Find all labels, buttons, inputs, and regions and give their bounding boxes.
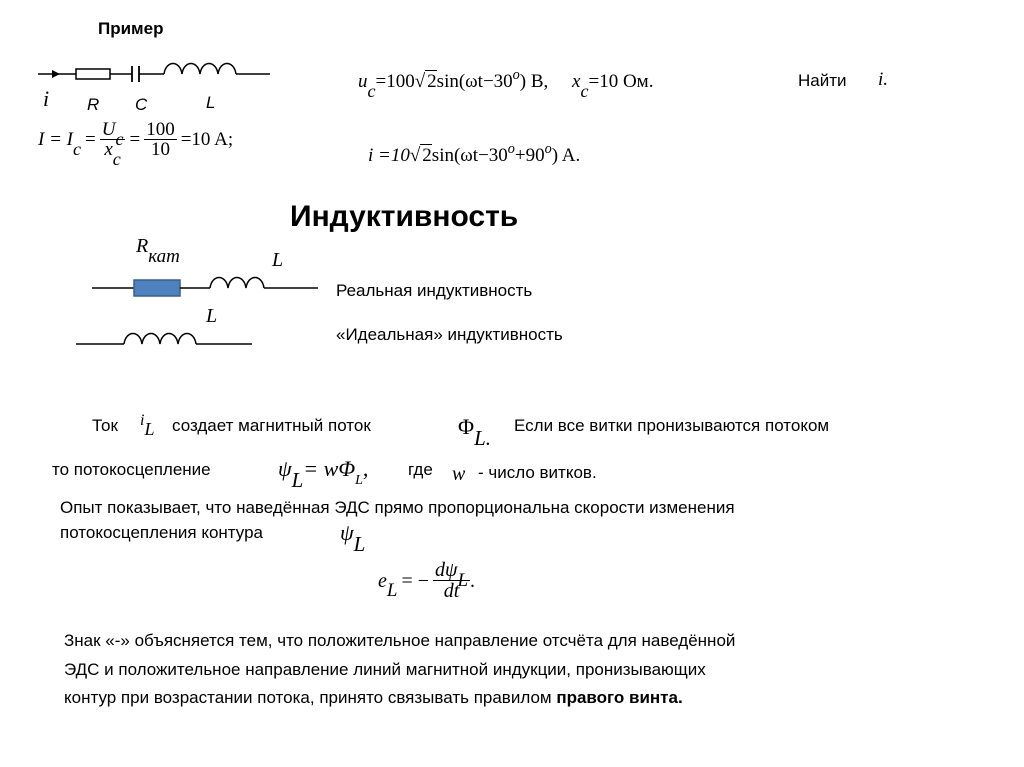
- emf-formula: e L = − $\frac{\text{dψL}}{dt}$ .: [378, 559, 476, 602]
- body-line2-c: - число витков.: [478, 463, 597, 482]
- real-inductance-circuit: [92, 278, 318, 297]
- example-title: Пример: [98, 19, 164, 38]
- body-line1-b: создает магнитный поток: [172, 416, 371, 435]
- body-line1-c: Если все витки пронизываются потоком: [514, 416, 830, 435]
- inductor-label: L: [206, 93, 216, 112]
- ideal-inductance-circuit: [76, 334, 252, 345]
- winding-resistance-label: Rкат: [136, 235, 180, 268]
- body-line1-a: Ток: [92, 416, 118, 435]
- current-il: iL: [140, 412, 155, 439]
- resistor-symbol: [76, 69, 110, 79]
- real-inductor-coil: [210, 278, 264, 289]
- find-label: Найти: [798, 71, 847, 90]
- find-variable: i.: [878, 69, 889, 90]
- real-inductor-label: L: [272, 249, 284, 271]
- inductor-coil: [164, 64, 236, 75]
- para2-line2: ЭДС и положительное направление линий магнитной индукции, пронизывающих: [64, 660, 706, 679]
- ideal-inductance-caption: «Идеальная» индуктивность: [336, 325, 563, 344]
- right-screw-rule: правого винта.: [556, 688, 683, 707]
- ideal-inductor-coil: [124, 334, 196, 345]
- ideal-inductor-label: L: [206, 305, 218, 327]
- resistor-label: R: [87, 95, 100, 114]
- turns-w: w: [452, 463, 466, 485]
- current-arrow-icon: [52, 70, 60, 78]
- current-formula: I = I c = $\frac{Uc}{xc}$ = $\frac{100}{10}$ =10 A;: [38, 119, 234, 169]
- flux-linkage-formula: $\psi L= w\Phi_L$,: [278, 456, 369, 493]
- para1-line2: потокосцепления контура: [60, 523, 263, 542]
- para2-line3: контур при возрастании потока, принято связывать правилом правого винта.: [64, 688, 683, 707]
- body-line2-a: то потокосцепление: [52, 460, 211, 479]
- result-formula: i =10√ $2\sin(\omega t-30^o+90^o)$ A.: [368, 141, 581, 166]
- para1-psi: ψL: [340, 520, 366, 557]
- real-inductance-caption: Реальная индуктивность: [336, 281, 533, 300]
- section-heading: Индуктивность: [290, 200, 519, 233]
- example-circuit: [38, 64, 270, 83]
- para1-line1: Опыт показывает, что наведённая ЭДС прямо пропорциональна скорости изменения: [60, 498, 735, 517]
- para2-line1: Знак «-» объясняется тем, что положительное направление отсчёта для наведённой: [64, 631, 736, 650]
- body-line2-b: где: [408, 460, 433, 479]
- capacitor-label: C: [135, 95, 148, 114]
- flux-phi: ΦL.: [458, 414, 491, 451]
- current-label: i: [43, 86, 50, 111]
- winding-resistance-symbol: [134, 280, 180, 296]
- given-formula: uc=100√ $2\sin(\omega t-30^o)$ B, xc=10 Ом.: [358, 67, 654, 101]
